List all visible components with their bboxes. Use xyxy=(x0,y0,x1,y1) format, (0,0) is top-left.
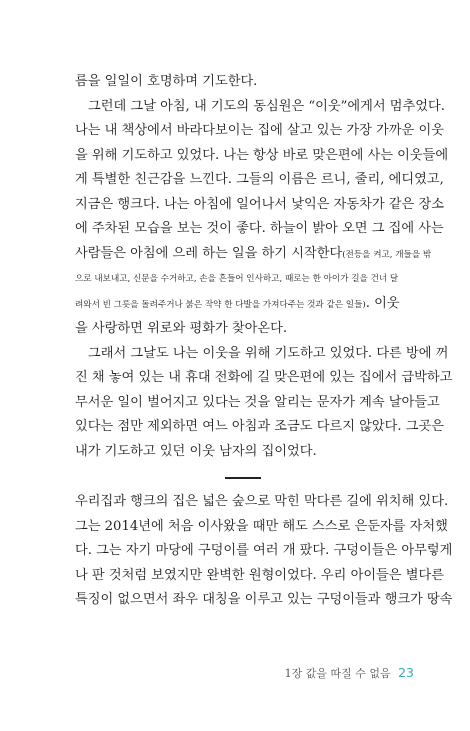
text-line: 다. 그는 자기 마당에 구덩이를 여러 개 팠다. 구덩이들은 아무렇게 xyxy=(75,543,453,558)
text-line: 름을 일일이 호명하며 기도한다. xyxy=(75,74,258,89)
text-line: 나 판 것처럼 보였지만 완벽한 원형이었다. 우리 아이들은 별다른 xyxy=(75,567,444,583)
text-line: 있다는 점만 제외하면 여느 아침과 조금도 다르지 않았다. 그곳은 xyxy=(75,419,444,434)
text-line: 을 사랑하면 위로와 평화가 찾아온다. xyxy=(75,321,288,336)
text-run: 사람들은 아침에 으레 하는 일을 하기 시작한다 xyxy=(75,245,343,261)
page-footer xyxy=(285,665,414,681)
text-line: 을 위해 기도하고 있었다. 나는 항상 바로 맞은편에 사는 이웃들에 xyxy=(75,147,449,163)
text-line: 그런데 그날 아침, 내 기도의 동심원은 “이웃”에게서 멈추었다. xyxy=(88,98,445,114)
text-line: 특징이 없으면서 좌우 대칭을 이루고 있는 구덩이들과 행크가 땅속 xyxy=(75,592,453,607)
text-line: 그는 2014년에 처음 이사왔을 때만 해도 스스로 은둔자를 자처했 xyxy=(75,518,448,534)
text-run: . 이웃 xyxy=(365,295,400,311)
parenthetical-text: (전등을 켜고, 개들을 밖 xyxy=(342,249,432,260)
text-line: 에 주차된 모습을 보는 것이 좋다. 하늘이 밝아 오면 그 집에 사는 xyxy=(75,221,444,236)
text-line: 우리집과 행크의 집은 넓은 숲으로 막힌 막다른 길에 위치해 있다. xyxy=(75,494,449,509)
text-line: 진 채 놓여 있는 내 휴대 전화에 길 맞은편에 있는 집에서 급박하고 xyxy=(75,370,453,385)
parenthetical-text-line: 으로 내보내고, 신문을 수거하고, 손을 흔들어 인사하고, 때로는 한 아이가 길을 건너 달 xyxy=(75,274,399,284)
text-line: 나는 내 책상에서 바라다보이는 집에 살고 있는 가장 가까운 이웃 xyxy=(75,123,444,138)
parenthetical-text: 려와서 빈 그릇을 돌려주거나 붉은 작약 한 다발을 가져다주는 것과 같은 일들) xyxy=(75,299,366,310)
page-number: 23 xyxy=(398,665,414,680)
section-divider xyxy=(225,477,261,479)
chapter-title: 1장 값을 따질 수 없음 xyxy=(284,667,391,680)
text-line xyxy=(75,242,432,268)
text-line: 내가 기도하고 있던 이웃 남자의 집이었다. xyxy=(75,443,317,459)
text-line: 그래서 그날도 나는 이웃을 위해 기도하고 있었다. 다른 방에 꺼 xyxy=(88,345,449,361)
body-text-section-1 xyxy=(75,70,453,464)
text-line: 게 특별한 친근감을 느낀다. 그들의 이름은 르니, 줄리, 에디였고, xyxy=(75,172,444,187)
text-line xyxy=(75,292,408,318)
text-line: 무서운 일이 벌어지고 있다는 것을 알리는 문자가 계속 날아들고 xyxy=(75,394,440,410)
text-line: 지금은 행크다. 나는 아침에 일어나서 낯익은 자동차가 같은 장소 xyxy=(75,196,444,212)
body-text-section-2 xyxy=(75,490,453,613)
